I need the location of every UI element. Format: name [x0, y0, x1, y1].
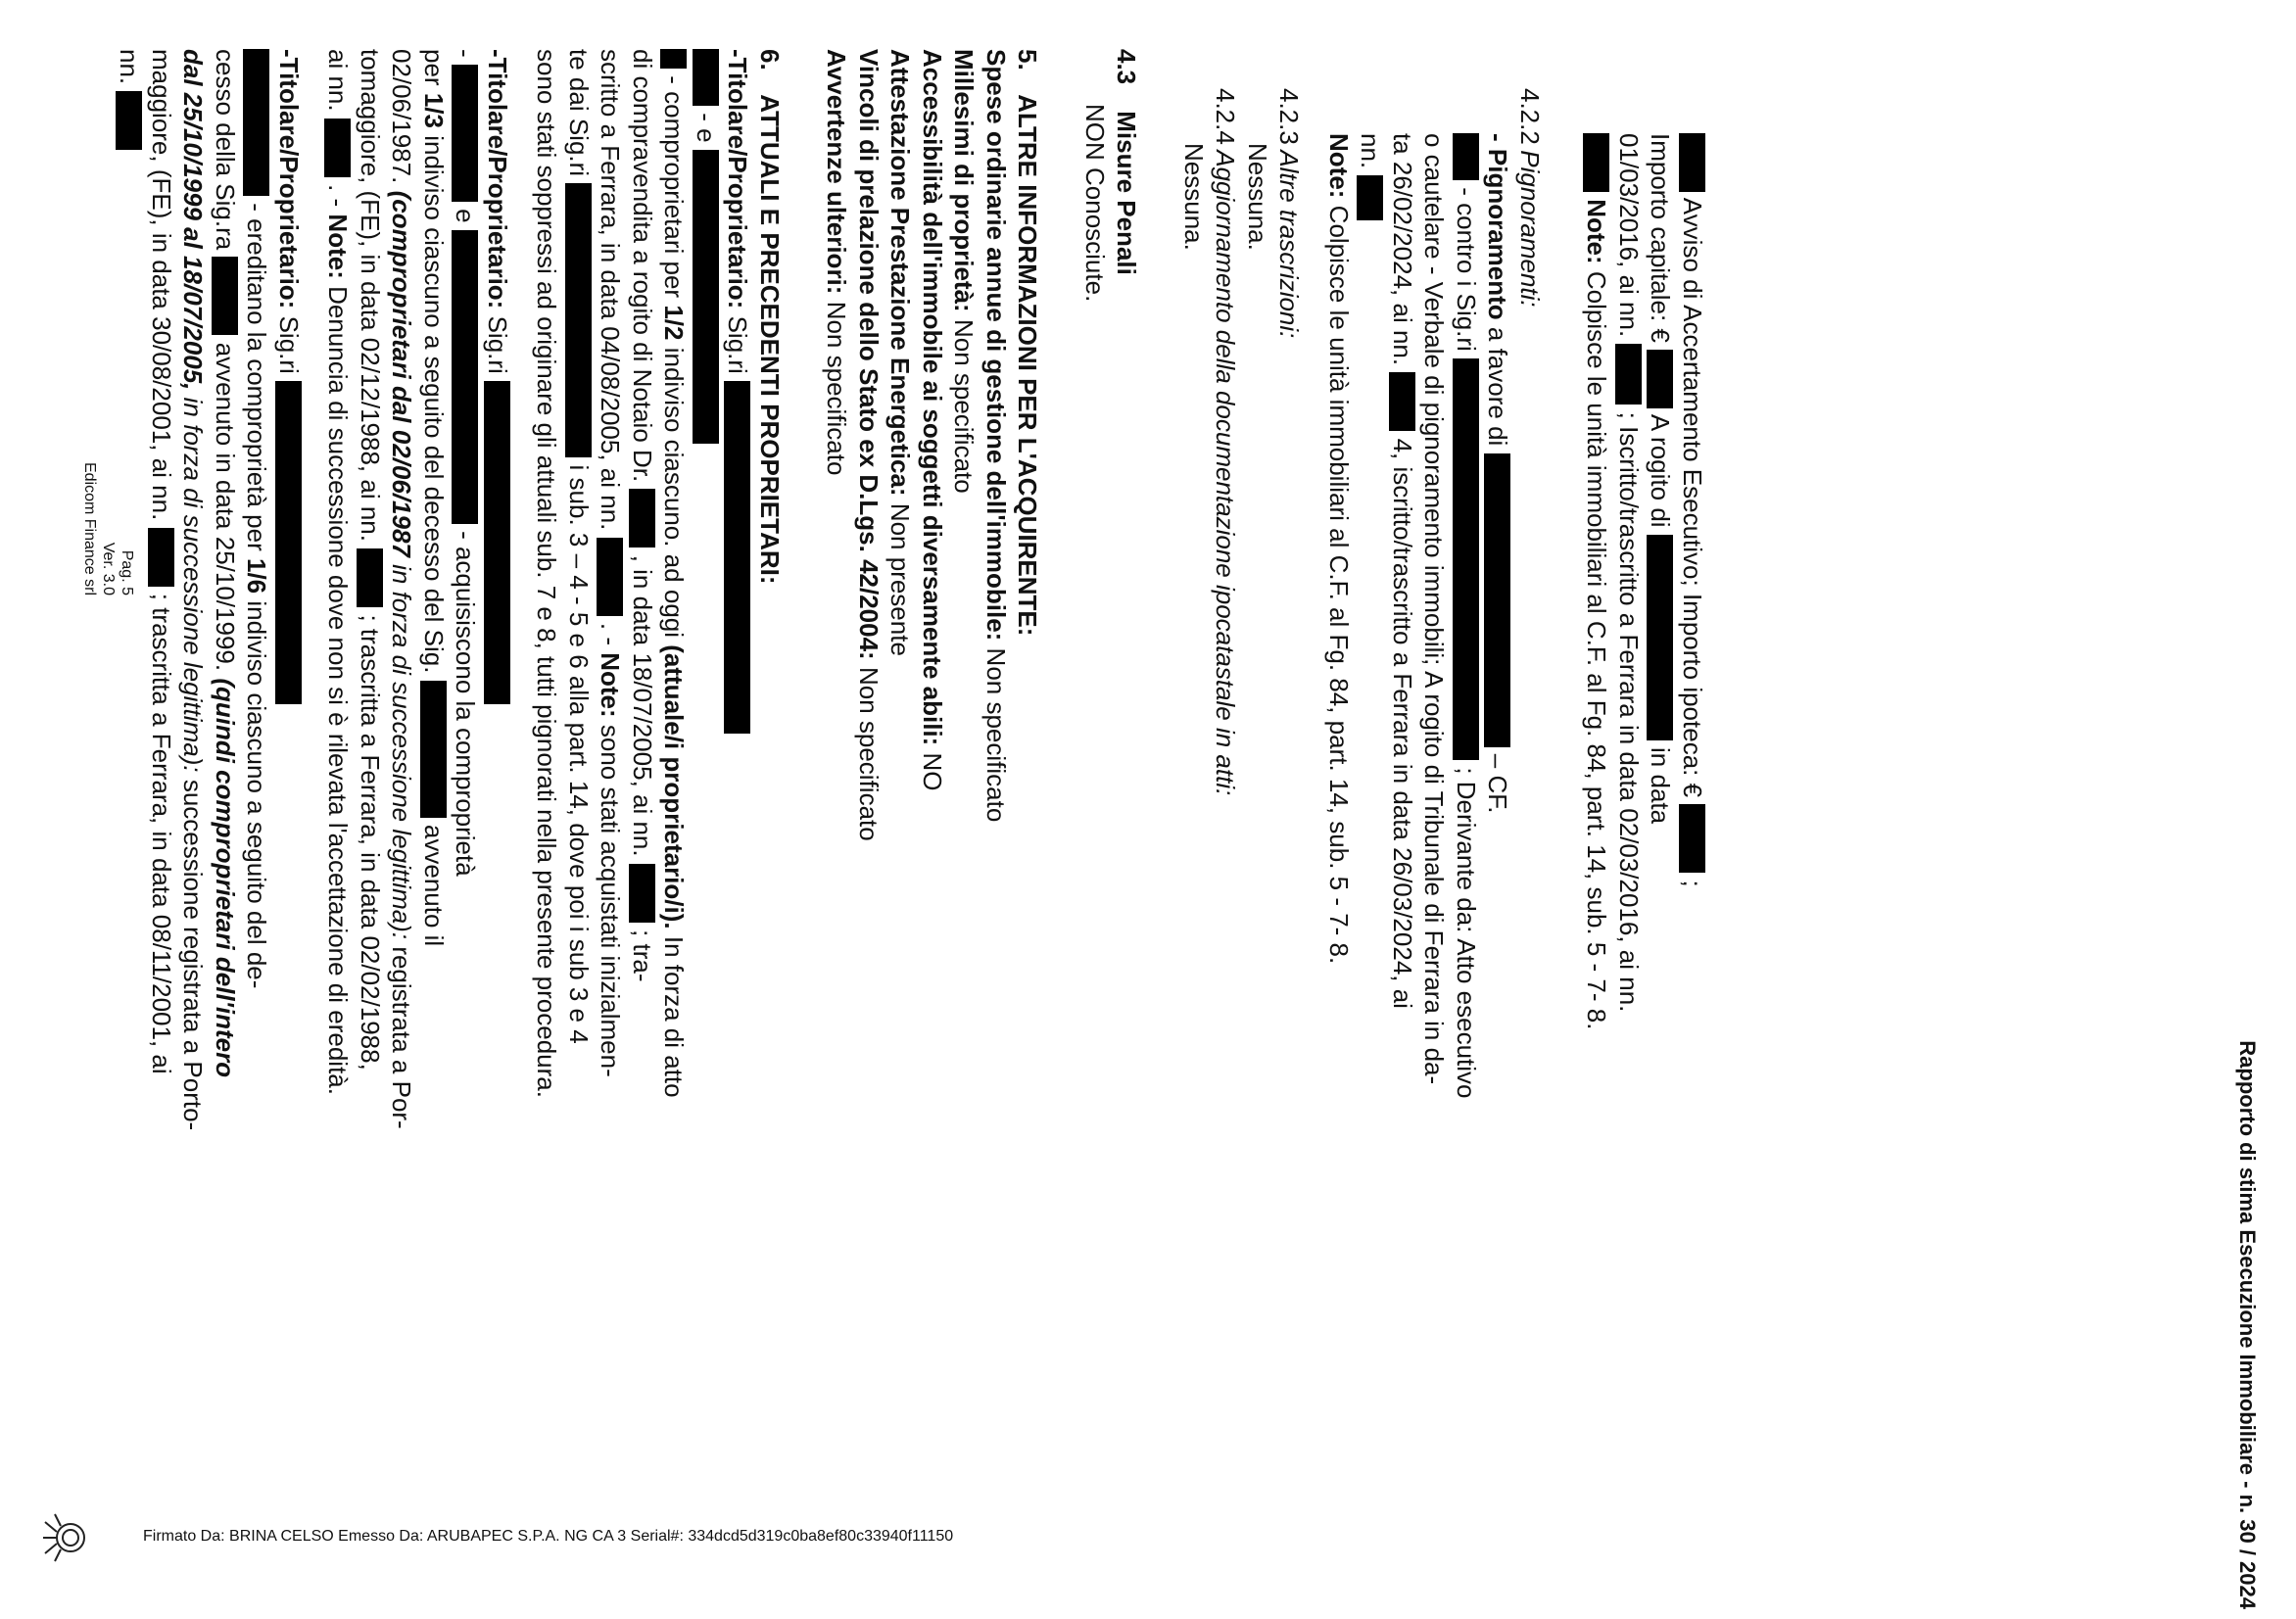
redaction-box	[1615, 344, 1642, 405]
redaction-box	[453, 230, 479, 524]
text-line: tomaggiore, (FE), in data 02/12/1988, ai nn. ; trascritta a Ferrara, in data 02/02/1988,	[356, 49, 385, 1071]
section-heading: 6. ATTUALI E PRECEDENTI PROPRIETARI:	[755, 49, 785, 585]
text-line: NON Conosciute.	[1080, 104, 1110, 303]
info-line: Attestazione Prestazione Energetica: Non presente	[885, 49, 916, 656]
page-footer	[80, 462, 136, 595]
text-line: nn.	[1355, 133, 1387, 1616]
redaction-box	[420, 681, 447, 818]
info-line: Vincoli di prelazione dello Stato ex D.Lgs. 42/2004: Non specificato	[854, 49, 884, 841]
redaction-box	[325, 119, 352, 177]
signature-seal-icon	[41, 1508, 90, 1567]
footer-page: Pag. 5	[119, 549, 135, 595]
info-line: Millesimi di proprietà: Non specificato	[949, 49, 980, 494]
text-line: -Titolare/Proprietario: Sig.ri	[273, 49, 306, 1616]
redaction-box	[212, 257, 238, 335]
text-line: scritto a Ferrara, in data 04/08/2005, ai nn. . - Note: sono stati acquistati inizialmen-	[596, 49, 626, 1077]
text-line: dal 25/10/1999 al 18/07/2005, in forza di successione legittima): successione registrata a Porto-	[178, 49, 209, 1131]
footer-company: Edicom Finance srl	[81, 461, 98, 595]
redaction-box	[629, 489, 655, 548]
redaction-box	[244, 49, 270, 196]
document-body	[114, 49, 1708, 1616]
text-line: sono stati soppressi ad originare gli attuali sub. 7 e 8, tutti pignorati nella presente procedura.	[532, 49, 562, 1098]
text-line: o cautelare - Verbale di pignoramento immobili; A rogito di Tribunale di Ferrara in da-	[1419, 133, 1450, 1085]
text-line: nn.	[114, 49, 146, 1616]
text-line: Nessuna.	[1243, 143, 1272, 251]
text-line: - Pignoramento a favore di – CF.	[1483, 133, 1513, 814]
text-line: Importo capitale: € A rogito di in data	[1646, 133, 1676, 825]
redaction-box	[565, 183, 592, 457]
page-header: Rapporto di stima Esecuzione Immobiliare - n. 30 / 2024	[2235, 1040, 2260, 1609]
subsection-heading: 4.2.2 Pignoramenti:	[1515, 88, 1545, 308]
redaction-box	[484, 381, 510, 704]
redaction-box	[1584, 133, 1610, 192]
redaction-box	[275, 381, 302, 704]
subsection-heading: 4.2.4 Aggiornamento della documentazione ipocatastale in atti:	[1211, 88, 1241, 796]
section-heading: 5. ALTRE INFORMAZIONI PER L'ACQUIRENTE:	[1013, 49, 1043, 637]
text-line: per 1/3 indiviso ciascuno a seguito del decesso del Sig. avvenuto il	[419, 49, 449, 947]
redaction-box	[725, 381, 751, 734]
redaction-box	[693, 49, 719, 106]
text-line: maggiore, (FE), in data 30/08/2001, ai nn. ; trascritta a Ferrara, in data 08/11/2001, ai	[147, 49, 176, 1074]
redaction-box	[693, 150, 719, 444]
redaction-box	[629, 864, 655, 923]
text-line: 02/06/1987. (comproprietari dal 02/06/1987 in forza di successione legittima): registrata a Por-	[387, 49, 417, 1129]
footer-version: Ver. 3.0	[100, 542, 117, 595]
text-line: cesso della Sig.ra avvenuto in data 25/10/1999. (quindi comproprietari dell'intero	[211, 49, 240, 1078]
redaction-box	[357, 548, 383, 607]
text-line: - e - acquisiscono la comproprietà	[451, 49, 481, 877]
redaction-box	[1453, 133, 1479, 180]
spacer	[513, 49, 531, 1616]
text-line: Nessuna.	[1179, 143, 1209, 251]
redaction-box	[1358, 175, 1384, 220]
text-line: -Titolare/Proprietario: Sig.ri	[722, 49, 754, 1616]
redaction-box	[453, 65, 479, 202]
redaction-box	[1679, 804, 1705, 873]
info-line: Spese ordinarie annue di gestione dell'immobile: Non specificato	[981, 49, 1011, 823]
text-line: - e	[691, 49, 723, 1616]
text-line: ta 26/02/2024, ai nn. 4, iscritto/trascritto a Ferrara in data 26/03/2024, ai	[1388, 133, 1417, 1009]
spacer	[1143, 49, 1178, 1616]
text-line: 01/03/2016, ai nn. ; Iscritto/trascritto a Ferrara in data 02/03/2016, ai nn.	[1614, 133, 1644, 1013]
text-line: te dai Sig.ri i sub. 3 – 4 - 5 e 6 alla part. 14, dove poi i sub 3 e 4	[564, 49, 594, 1044]
redaction-box	[1453, 358, 1479, 760]
redaction-box	[1679, 133, 1705, 192]
text-line: - ereditano la comproprietà per 1/6 indiviso ciascuno a seguito del de-	[241, 49, 273, 1616]
spacer	[1306, 49, 1323, 1616]
redaction-box	[1485, 453, 1511, 747]
spacer	[786, 49, 821, 1616]
text-line: di compravendita a rogito di Notaio Dr. , in data 18/07/2005, ai nn. ; tra-	[628, 49, 657, 982]
redaction-box	[1648, 535, 1674, 740]
text-line: Note: Colpisce le unità immobiliari al C.F. al Fg. 84, part. 14, sub. 5 - 7- 8.	[1324, 133, 1354, 965]
spacer	[1044, 49, 1079, 1616]
redaction-box	[661, 49, 688, 69]
section-heading: 4.3 Misure Penali	[1112, 49, 1142, 275]
redaction-box	[117, 91, 143, 150]
info-line: Accessibilità dell'immobile ai soggetti diversamente abili: NO	[918, 49, 947, 791]
digital-signature: Firmato Da: BRINA CELSO Emesso Da: ARUBAPEC S.P.A. NG CA 3 Serial#: 334dcd5d319c0ba8ef80c33940f11150	[143, 1528, 954, 1545]
text-line: Avviso di Accertamento Esecutivo; Importo ipoteca: € ;	[1677, 133, 1709, 1616]
text-line: Note: Colpisce le unità immobiliari al C.F. al Fg. 84, part. 14, sub. 5 - 7- 8.	[1581, 133, 1613, 1616]
text-line: -Titolare/Proprietario: Sig.ri	[482, 49, 514, 1616]
text-line: ai nn. . - Note: Denuncia di successione dove non si è rilevata l'accettazione di eredità.	[323, 49, 354, 1095]
text-line: - contro i Sig.ri ; Derivante da: Atto esecutivo	[1451, 133, 1483, 1616]
subsection-heading: 4.2.3 Altre trascrizioni:	[1274, 88, 1305, 339]
info-line: Avvertenze ulteriori: Non specificato	[822, 49, 852, 476]
spacer	[305, 49, 322, 1616]
text-line: - comproprietari per 1/2 indiviso ciascuno. ad oggi (attuale/i proprietario/i). In forza di atto	[658, 49, 691, 1616]
redaction-box	[1648, 350, 1674, 408]
redaction-box	[1389, 372, 1415, 431]
spacer	[1546, 49, 1581, 1616]
redaction-box	[598, 538, 624, 616]
redaction-box	[148, 528, 174, 587]
